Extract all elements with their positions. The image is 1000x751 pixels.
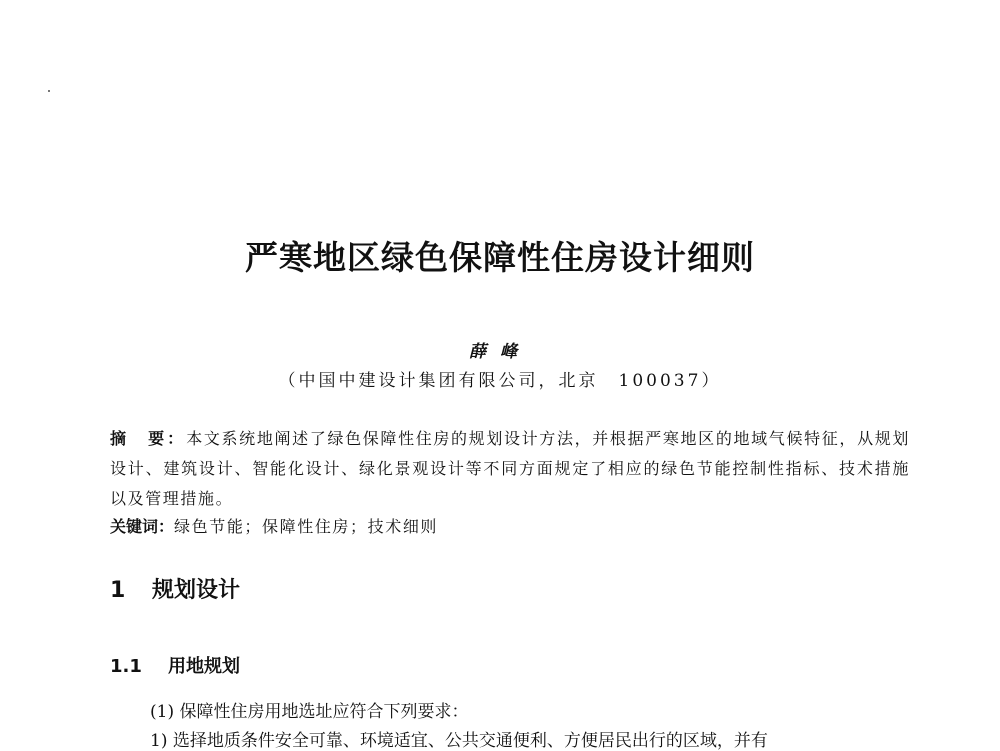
abstract-label: 摘 要： [110,429,187,448]
author-affiliation: （中国中建设计集团有限公司，北京 100037） [278,371,722,391]
body-paragraph-partial: 1) 选择地质条件安全可靠、环境适宜、公共交通便利、方便居民出行的区域，并有 [150,731,768,751]
paper-title: 严寒地区绿色保障性住房设计细则 [245,238,755,277]
abstract-text: 本文系统地阐述了绿色保障性住房的规划设计方法，并根据严寒地区的地域气候特征，从规划设计、建筑设计、智能化设计、绿化景观设计等不同方面规定了相应的绿色节能控制性指标、技术措施以及管理措施。 [110,429,910,508]
keywords-text: 绿色节能；保障性住房；技术细则 [174,517,439,536]
subsection-number: 1.1 [110,656,142,677]
keywords [110,514,438,537]
abstract [110,424,910,514]
scan-speck [48,90,50,92]
body-paragraph: (1) 保障性住房用地选址应符合下列要求： [150,702,469,722]
section-number: 1 [110,578,126,603]
section-title: 规划设计 [152,578,241,603]
keywords-label: 关键词： [110,517,175,536]
section-heading-1 [110,573,240,604]
subsection-heading-1-1 [110,652,240,678]
author-name: 薛峰 [469,342,531,362]
subsection-title: 用地规划 [168,656,240,677]
